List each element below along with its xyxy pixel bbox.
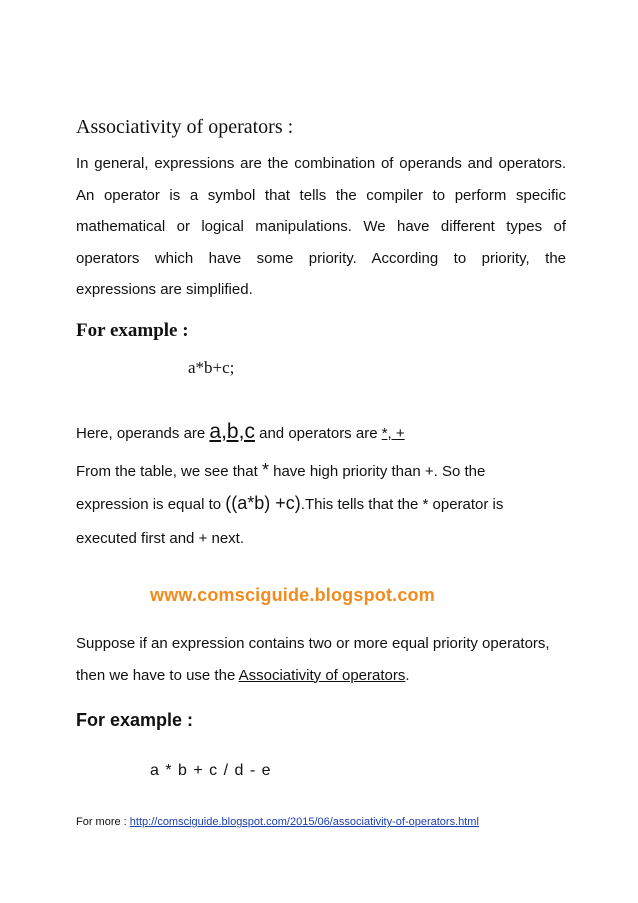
intro-line: In general, expressions are the combination of operands and operators. — [76, 155, 566, 172]
suppose-paragraph — [76, 628, 566, 691]
equivalence-text-b: .This tells that the * operator is — [300, 496, 504, 513]
operands-value: a,b,c — [209, 420, 255, 443]
operators-value: *, + — [381, 425, 405, 442]
parenthesized-expression: ((a*b) +c) — [225, 493, 301, 513]
intro-paragraph — [76, 148, 566, 306]
suppose-text-a: then we have to use the — [76, 666, 239, 684]
example1-title: For example : — [76, 320, 189, 341]
intro-line: mathematical or logical manipulations. We have different types of — [76, 218, 566, 235]
operands-sentence — [76, 420, 405, 444]
page-heading: Associativity of operators : — [76, 116, 294, 138]
example2-expression: a * b + c / d - e — [150, 762, 272, 779]
intro-line: operators which have some priority. According to priority, the — [76, 249, 566, 267]
priority-text-b: have high priority than +. So the — [268, 463, 486, 480]
priority-text-a: From the table, we see that — [76, 463, 262, 480]
priority-sentence — [76, 460, 485, 481]
suppose-text-b: . — [405, 666, 410, 684]
intro-line: An operator is a symbol that tells the compiler to perform specific — [76, 186, 566, 204]
footer-prefix: For more : — [76, 816, 130, 828]
example1-expression: a*b+c; — [188, 358, 235, 377]
star-operator: * — [261, 460, 269, 480]
operators-prefix: and operators are — [254, 425, 382, 442]
associativity-link-text: Associativity of operators — [238, 666, 406, 684]
equivalence-text-a: expression is equal to — [76, 496, 226, 513]
execution-order-sentence: executed first and + next. — [76, 530, 245, 547]
suppose-line: Suppose if an expression contains two or more equal priority operators, — [76, 635, 550, 652]
footer — [76, 816, 479, 828]
footer-link[interactable]: http://comsciguide.blogspot.com/2015/06/associativity-of-operators.html — [129, 816, 479, 828]
equivalence-sentence — [76, 493, 503, 514]
operands-prefix: Here, operands are — [76, 425, 210, 442]
example2-title: For example : — [76, 710, 194, 730]
intro-line: expressions are simplified. — [76, 281, 253, 298]
site-watermark: www.comsciguide.blogspot.com — [150, 585, 435, 605]
